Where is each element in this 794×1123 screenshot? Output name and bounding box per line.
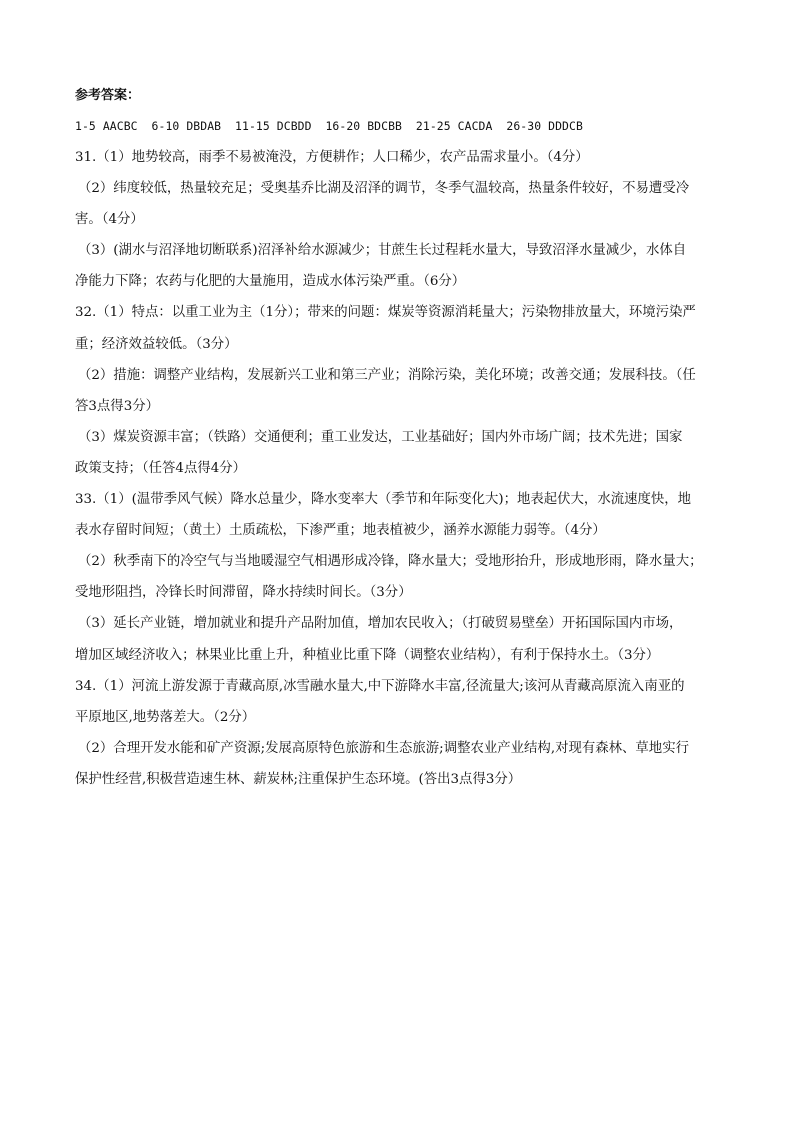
q32-part1-line2: 重；经济效益较低。（3分） — [75, 336, 238, 352]
q31-part3-line1: （3）(湖水与沼泽地切断联系)沼泽补给水源减少；甘蔗生长过程耗水量大，导致沼泽水量减少，水体自 — [78, 243, 687, 259]
q31-part1: 31.（1）地势较高，雨季不易被淹没，方便耕作；人口稀少，农产品需求量小。（4分） — [75, 150, 589, 165]
q33-part2-line1: （2）秋季南下的冷空气与当地暖湿空气相遇形成冷锋，降水量大；受地形抬升，形成地形雨，降水量大； — [78, 554, 703, 570]
q33-part1-line1: 33.（1）(温带季风气候）降水总量少，降水变率大（季节和年际变化大)；地表起伏大，水流速度快，地 — [75, 492, 692, 508]
q32-part2-line2: 答3点得3分） — [75, 398, 159, 414]
answer-key-title: 参考答案： — [75, 88, 141, 103]
q31-part2-line1: （2）纬度较低，热量较充足；受奥基乔比湖及沼泽的调节，冬季气温较高，热量条件较好，不易遭受冷 — [78, 181, 690, 197]
q34-part2-line2: 保护性经营,积极营造速生林、薪炭林;注重保护生态环境。(答出3点得3分） — [75, 771, 522, 787]
q32-part1-line1: 32.（1）特点：以重工业为主（1分）；带来的问题：煤炭等资源消耗量大；污染物排放量大，环境污染严 — [75, 305, 696, 321]
multiple-choice-answers: 1-5 AACBC 6-10 DBDAB 11-15 DCBDD 16-20 BDCBB 21-25 CACDA 26-30 DDDCB — [75, 119, 583, 133]
answer-key — [75, 80, 725, 795]
q33-part3-line1: （3）延长产业链，增加就业和提升产品附加值，增加农民收入；（打破贸易壁垒）开拓国际国内市场， — [78, 616, 683, 632]
q33-part2-line2: 受地形阻挡，冷锋长时间滞留，降水持续时间长。（3分） — [75, 585, 412, 601]
q33-part1-line2: 表水存留时间短；（黄土）土质疏松，下渗严重；地表植被少，涵养水源能力弱等。（4分） — [75, 523, 606, 539]
q34-part1-line2: 平原地区,地势落差大。（2分） — [75, 709, 256, 725]
q31-part2-line2: 害。（4分） — [75, 212, 144, 228]
q33-part3-line2: 增加区域经济收入；林果业比重上升，种植业比重下降（调整农业结构），有利于保持水土。（3分） — [75, 647, 660, 663]
q32-part2-line1: （2）措施：调整产业结构，发展新兴工业和第三产业；消除污染，美化环境；改善交通；发展科技。（任 — [78, 367, 696, 383]
q34-part1-line1: 34.（1）河流上游发源于青藏高原,冰雪融水量大,中下游降水丰富,径流量大;该河从青藏高原流入南亚的 — [75, 678, 685, 694]
q34-part2-line1: （2）合理开发水能和矿产资源;发展高原特色旅游和生态旅游;调整农业产业结构,对现有森林、草地实行 — [78, 740, 689, 756]
q31-part3-line2: 净能力下降；农药与化肥的大量施用，造成水体污染严重。（6分） — [75, 274, 466, 290]
q32-part3-line2: 政策支持；（任答4点得4分） — [75, 460, 247, 476]
q32-part3-line1: （3）煤炭资源丰富；（铁路）交通便利；重工业发达，工业基础好；国内外市场广阔；技术先进；国家 — [78, 429, 683, 445]
